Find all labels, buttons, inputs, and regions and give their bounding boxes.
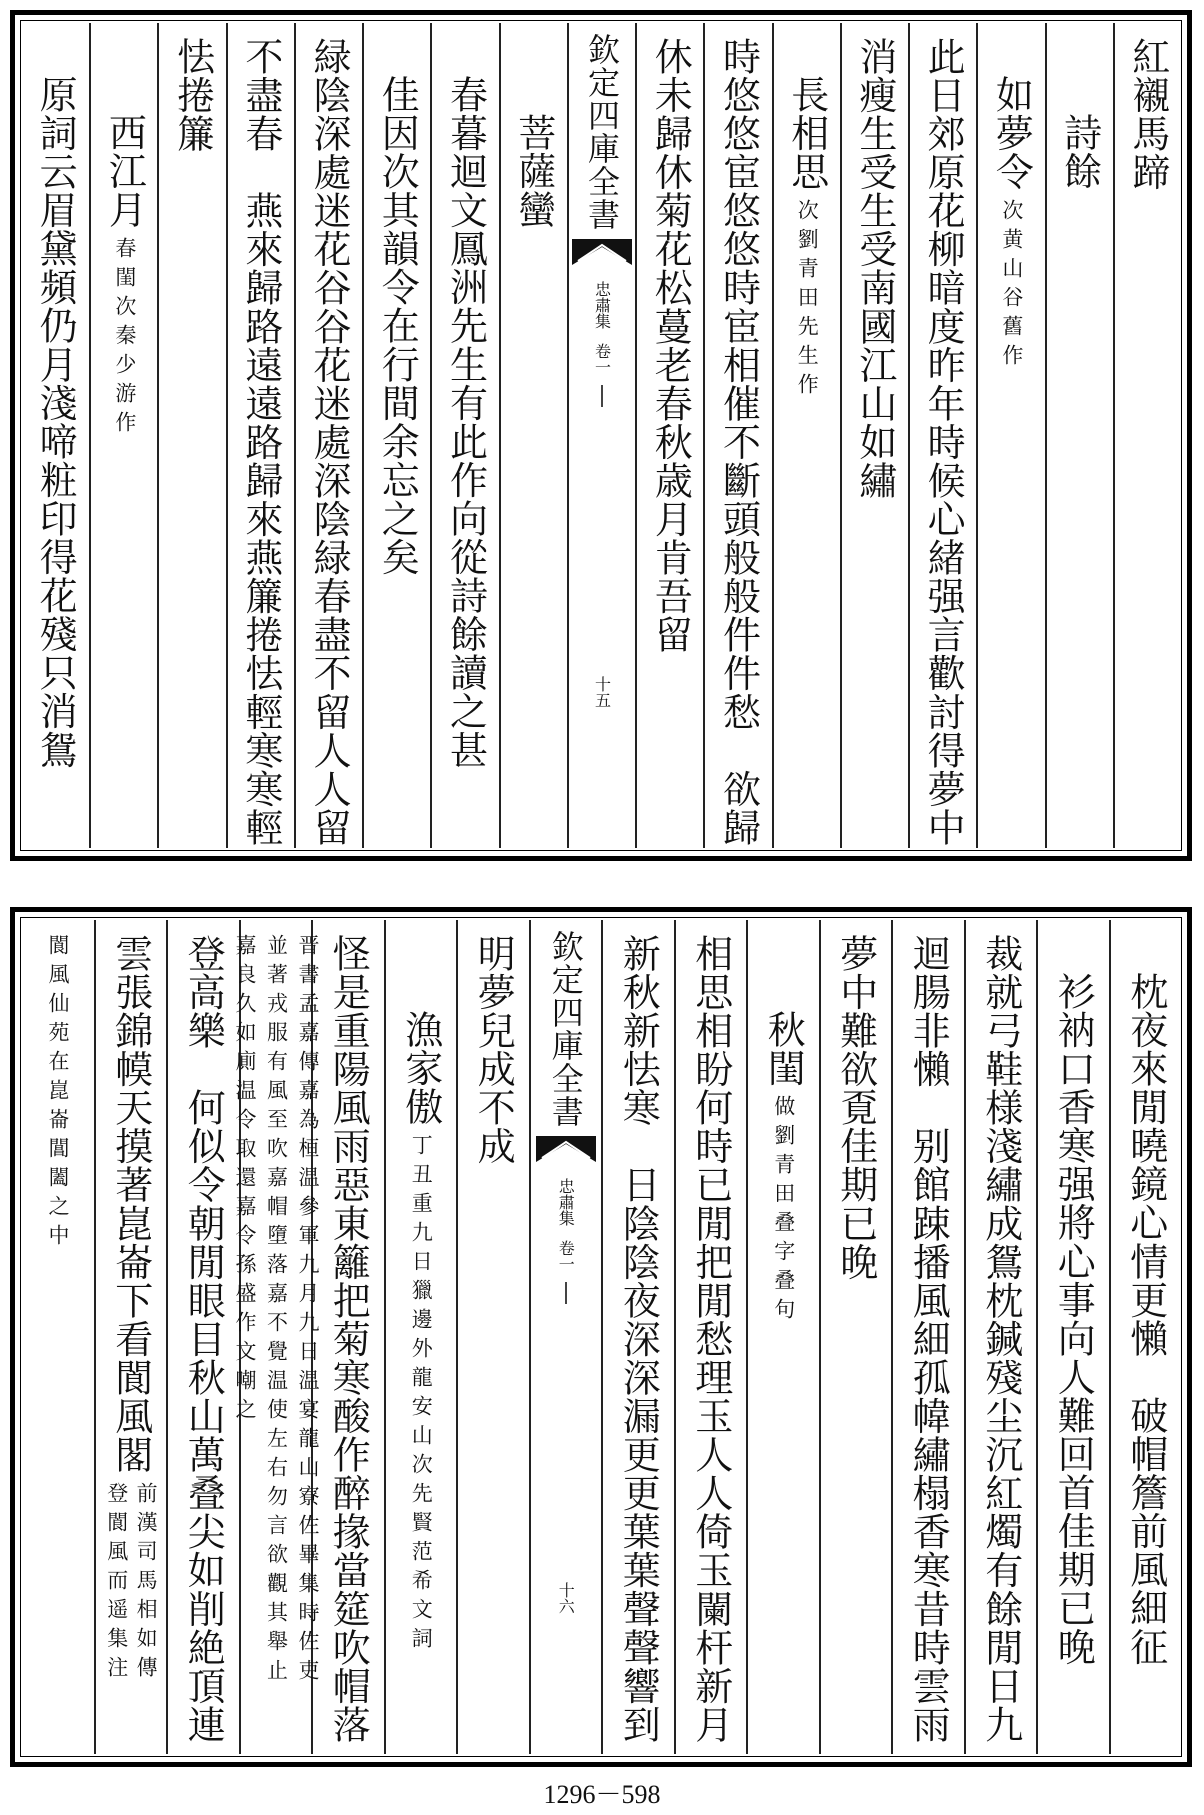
verse-text: 登高樂 何似令朝閒眼目秋山萬叠尖如削絶頂連 xyxy=(181,934,226,1744)
verse-text: 裁就弓鞋様淺繡成鴛枕鍼殘尘沉紅燭有餘閒日九 xyxy=(978,934,1023,1744)
text-column xyxy=(635,23,703,848)
poem-title: 長相思 xyxy=(784,75,829,191)
verse-text: 怪是重陽風雨惡東籬把菊寒酸作醉掾當筵吹帽落 xyxy=(326,934,371,1744)
verse-text: 休未歸休菊花松蔓老春秋歳月肯吾留 xyxy=(648,37,693,654)
fold-title: 欽定四庫全書 xyxy=(582,33,621,231)
fish-tail-mark-icon xyxy=(572,237,632,267)
text-column xyxy=(21,23,89,848)
fold-tick xyxy=(565,1282,567,1304)
verse-text: 原詞云眉黛頻仍月淺啼粧印得花殘只消鴛 xyxy=(33,75,78,769)
verse-text: 消瘦生受生受南國江山如繡 xyxy=(852,37,897,500)
verse-text: 時悠悠宦悠悠時宦相催不斷頭般般件件愁 欲歸 xyxy=(716,37,761,847)
annotation-text: 閬風仙苑在崑崙閶闔之中 xyxy=(46,934,70,1253)
text-column xyxy=(21,920,94,1754)
fold-leaf-number: 十五 xyxy=(592,676,612,708)
fold-title: 欽定四庫全書 xyxy=(546,930,585,1128)
poem-title-column xyxy=(89,23,157,848)
text-column xyxy=(891,920,964,1754)
text-column xyxy=(294,23,362,848)
text-column xyxy=(94,920,167,1754)
verse-text: 新秋新怯寒 日陰陰夜深深漏更更葉葉聲聲響到 xyxy=(616,934,661,1744)
upper-page-panel xyxy=(10,10,1192,861)
fold-volume: 卷一 xyxy=(592,343,612,375)
fold-leaf-number: 十六 xyxy=(556,1582,576,1614)
fold-book-title: 忠肅集 xyxy=(556,1178,576,1226)
poem-title-column xyxy=(772,23,840,848)
text-column xyxy=(674,920,747,1754)
text-column xyxy=(819,920,892,1754)
verse-text: 詩餘 xyxy=(1057,113,1102,191)
poem-title: 如夢令 xyxy=(989,75,1034,191)
verse-text: 衫衲口香寒强將心事向人難回首佳期已晚 xyxy=(1051,972,1096,1666)
text-column xyxy=(908,23,976,848)
annotation-text: 晋書孟嘉傳嘉為桓温參軍九月九日温宴龍山寮佐畢集時佐吏並著戎服有風至吹嘉帽墮落嘉不覺温使左右勿言欲觀其舉止嘉良久如廁温令取還嘉令孫盛作文嘲之 xyxy=(233,934,320,1688)
text-column xyxy=(362,23,430,848)
poem-title: 西江月 xyxy=(102,113,147,229)
text-column xyxy=(499,23,567,848)
text-column xyxy=(1036,920,1109,1754)
poem-title-column xyxy=(746,920,819,1754)
verse-text: 迴腸非懶 别館踈播風細孤幃繡榻香寒昔時雲雨 xyxy=(906,934,951,1744)
inline-note: 春閨次秦少游作 xyxy=(112,236,137,440)
text-column xyxy=(233,920,320,1754)
text-column xyxy=(601,920,674,1754)
fold-tick xyxy=(601,385,603,407)
fold-book-title: 忠肅集 xyxy=(592,281,612,329)
fish-tail-mark-icon xyxy=(536,1134,596,1164)
inline-note: 做劉青田叠字叠句 xyxy=(771,1095,796,1328)
text-column xyxy=(226,23,294,848)
verse-text: 緑陰深處迷花谷谷花迷處深陰緑春盡不留人人留 xyxy=(307,37,352,847)
fold-column xyxy=(567,23,635,848)
fold-column xyxy=(529,920,602,1754)
verse-text: 不盡春 燕來歸路遠遠路歸來燕簾捲怯輕寒寒輕 xyxy=(238,37,283,847)
text-column xyxy=(703,23,771,848)
text-column xyxy=(1045,23,1113,848)
verse-text: 明夢兒成不成 xyxy=(471,934,516,1166)
poem-title-column xyxy=(976,23,1044,848)
inline-note: 丁丑重九日獵邊外龍安山次先賢范希文詞 xyxy=(409,1133,434,1656)
verse-text: 菩薩蠻 xyxy=(511,113,556,229)
verse-text: 此日郊原花柳暗度昨年時候心緒强言歡討得夢中 xyxy=(921,37,966,847)
inline-note: 次劉青田先生作 xyxy=(795,198,820,402)
text-column xyxy=(1109,920,1182,1754)
poem-title: 秋閨 xyxy=(761,1010,806,1088)
verse-text: 枕夜來閒曉鏡心情更懶 破帽簷前風細征 xyxy=(1123,972,1168,1666)
text-column xyxy=(456,920,529,1754)
text-column xyxy=(166,920,239,1754)
poem-title-column xyxy=(384,920,457,1754)
text-column xyxy=(964,920,1037,1754)
text-column xyxy=(430,23,498,848)
verse-text: 春暮迴文鳳洲先生有此作向從詩餘讀之甚 xyxy=(443,75,488,769)
lower-page-panel xyxy=(10,907,1192,1767)
text-column xyxy=(157,23,225,848)
verse-text: 怯捲簾 xyxy=(170,37,215,153)
inline-note: 次黄山谷舊作 xyxy=(999,198,1024,373)
page-number: 1296－598 xyxy=(543,1780,661,1809)
poem-title: 漁家傲 xyxy=(398,1010,443,1126)
verse-text: 夢中難欲覔佳期已晚 xyxy=(833,934,878,1281)
fold-volume: 卷一 xyxy=(556,1240,576,1272)
verse-text: 紅襯馬蹄 xyxy=(1125,37,1170,192)
verse-text: 佳因次其韻令在行間余忘之矣 xyxy=(375,75,420,577)
verse-text: 雲張錦幙天摸著崑崙下看閬風閣 xyxy=(108,934,153,1474)
text-column xyxy=(1113,23,1181,848)
verse-text: 相思相盼何時已閒把閒愁理玉人人倚玉闌杆新月 xyxy=(688,934,733,1744)
inline-note: 前漢司馬相如傳登閬風而遥集注 xyxy=(104,1481,159,1685)
text-column xyxy=(840,23,908,848)
